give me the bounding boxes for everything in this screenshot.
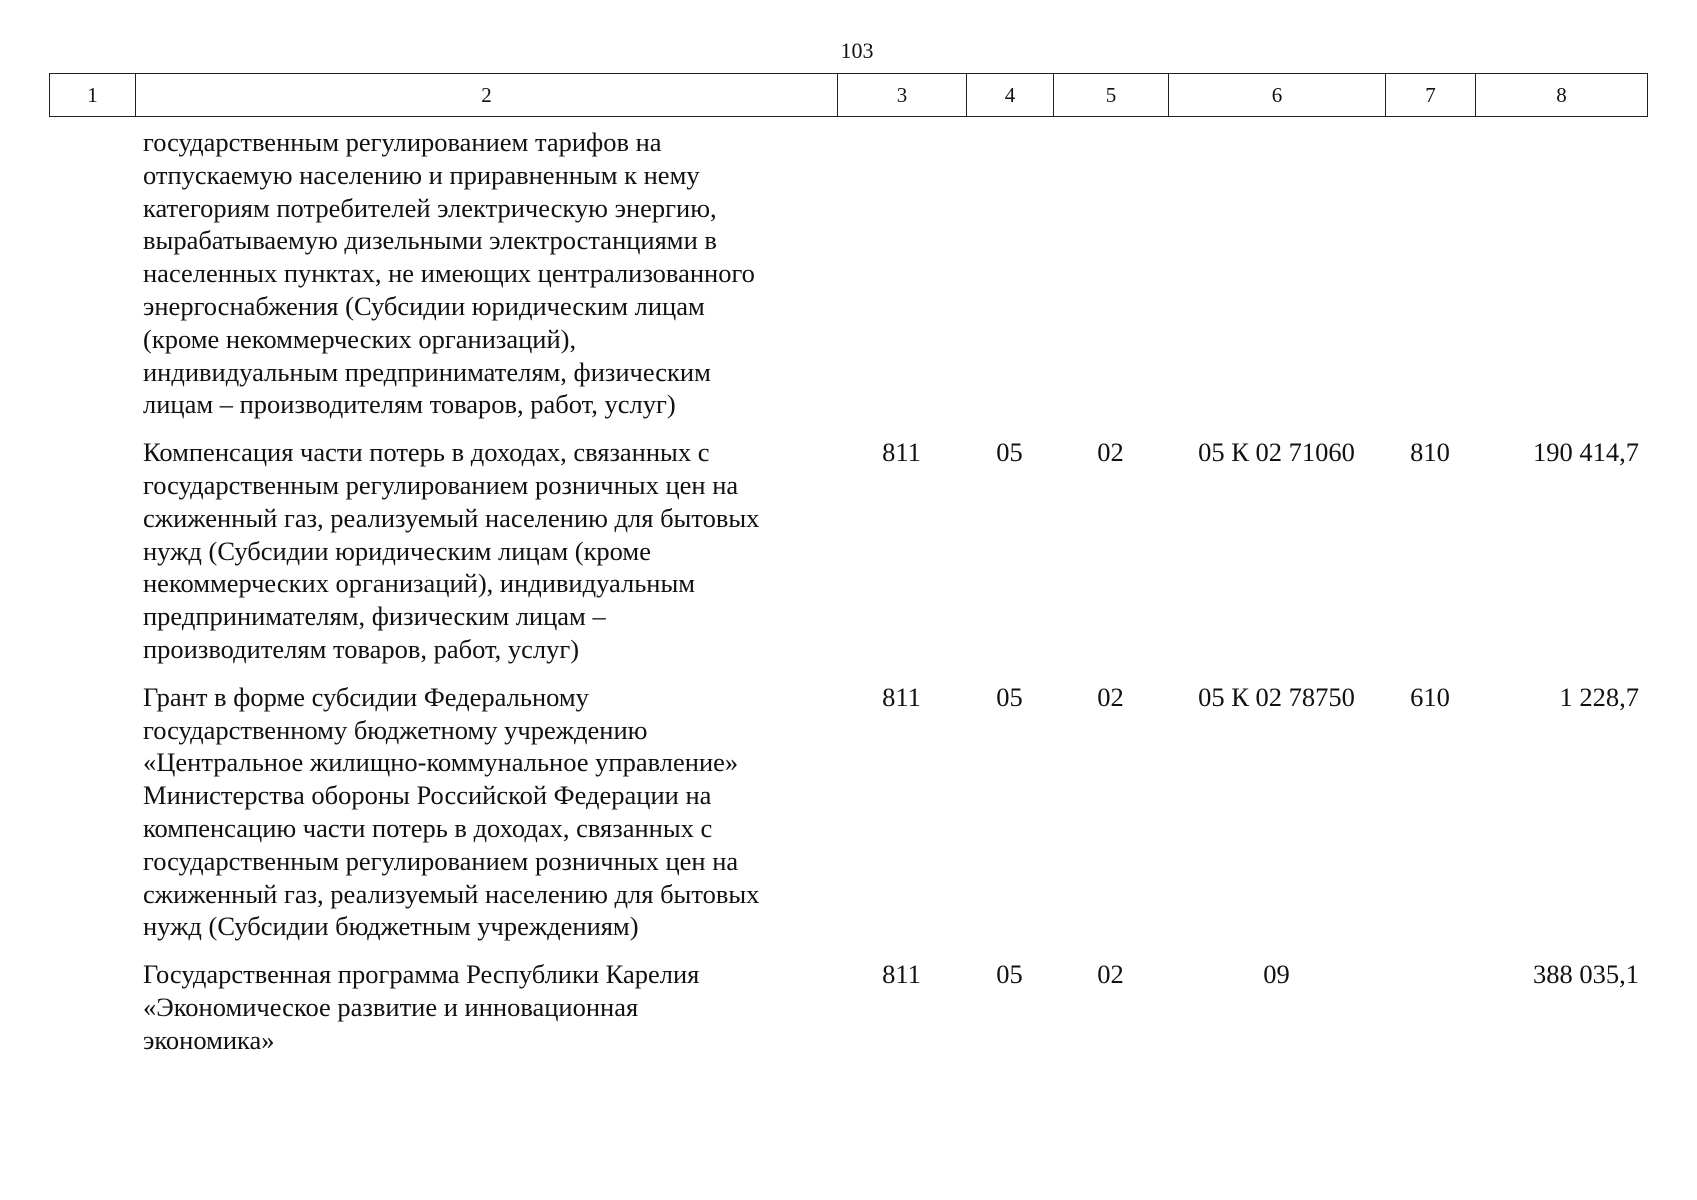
target-article-code: 09 — [1263, 959, 1290, 990]
amount-value: 388 035,1 — [1533, 959, 1639, 990]
expense-type-code: 610 — [1410, 681, 1450, 712]
row-description: государственным регулированием тарифов на отпускаемую населению и приравненным к нему категориям потребителей электрическую энергию, вырабатываемую дизельными электростанциями в населенных пунктах, не имеющих централизованного энергоснабжения (Субсидии юридическим лицам (кроме некоммерческих организаций), индивидуальным предпринимателям, физическим лицам – производителям товаров, работ, услуг) — [143, 127, 755, 420]
header-col-2: 2 — [136, 74, 838, 117]
amount-value: 190 414,7 — [1533, 437, 1639, 468]
section-code: 05 — [996, 959, 1023, 990]
header-col-5: 5 — [1054, 74, 1169, 117]
row-description: Грант в форме субсидии Федеральному государственному бюджетному учреждению «Центральное жилищно-коммунальное управление» Министерства обороны Российской Федерации на компенсацию части потерь в доходах, связанных с государственным регулированием розничных цен на сжиженный газ, реализуемый населению для бытовых нужд (Субсидии бюджетным учреждениям) — [143, 681, 760, 942]
column-number-header — [49, 73, 1648, 117]
row-description: Компенсация части потерь в доходах, связанных с государственным регулированием розничных цен на сжиженный газ, реализуемый населению для бытовых нужд (Субсидии юридическим лицам (кроме некоммерческих организаций), индивидуальным предпринимателям, физическим лицам – производителям товаров, работ, услуг) — [143, 437, 760, 664]
section-code: 05 — [996, 681, 1023, 712]
budget-table-body — [49, 126, 1647, 1057]
ministry-code: 811 — [882, 959, 921, 990]
subsection-code: 02 — [1097, 437, 1124, 468]
ministry-code: 811 — [882, 437, 921, 468]
target-article-code: 05 К 02 71060 — [1198, 437, 1355, 468]
expense-type-code: 810 — [1410, 437, 1450, 468]
header-col-6: 6 — [1169, 74, 1386, 117]
subsection-code: 02 — [1097, 681, 1124, 712]
subsection-code: 02 — [1097, 959, 1124, 990]
header-col-1: 1 — [50, 74, 136, 117]
section-code: 05 — [996, 437, 1023, 468]
table-row — [49, 681, 1647, 943]
amount-value: 1 228,7 — [1559, 681, 1639, 712]
header-col-7: 7 — [1386, 74, 1476, 117]
header-col-3: 3 — [838, 74, 967, 117]
table-row — [49, 436, 1647, 666]
header-col-8: 8 — [1476, 74, 1648, 117]
target-article-code: 05 К 02 78750 — [1198, 681, 1355, 712]
ministry-code: 811 — [882, 681, 921, 712]
header-col-4: 4 — [967, 74, 1054, 117]
row-description: Государственная программа Республики Карелия «Экономическое развитие и инновационная экономика» — [143, 959, 700, 1055]
page-number: 103 — [840, 38, 874, 63]
table-row — [49, 958, 1647, 1056]
table-row — [49, 126, 1647, 421]
